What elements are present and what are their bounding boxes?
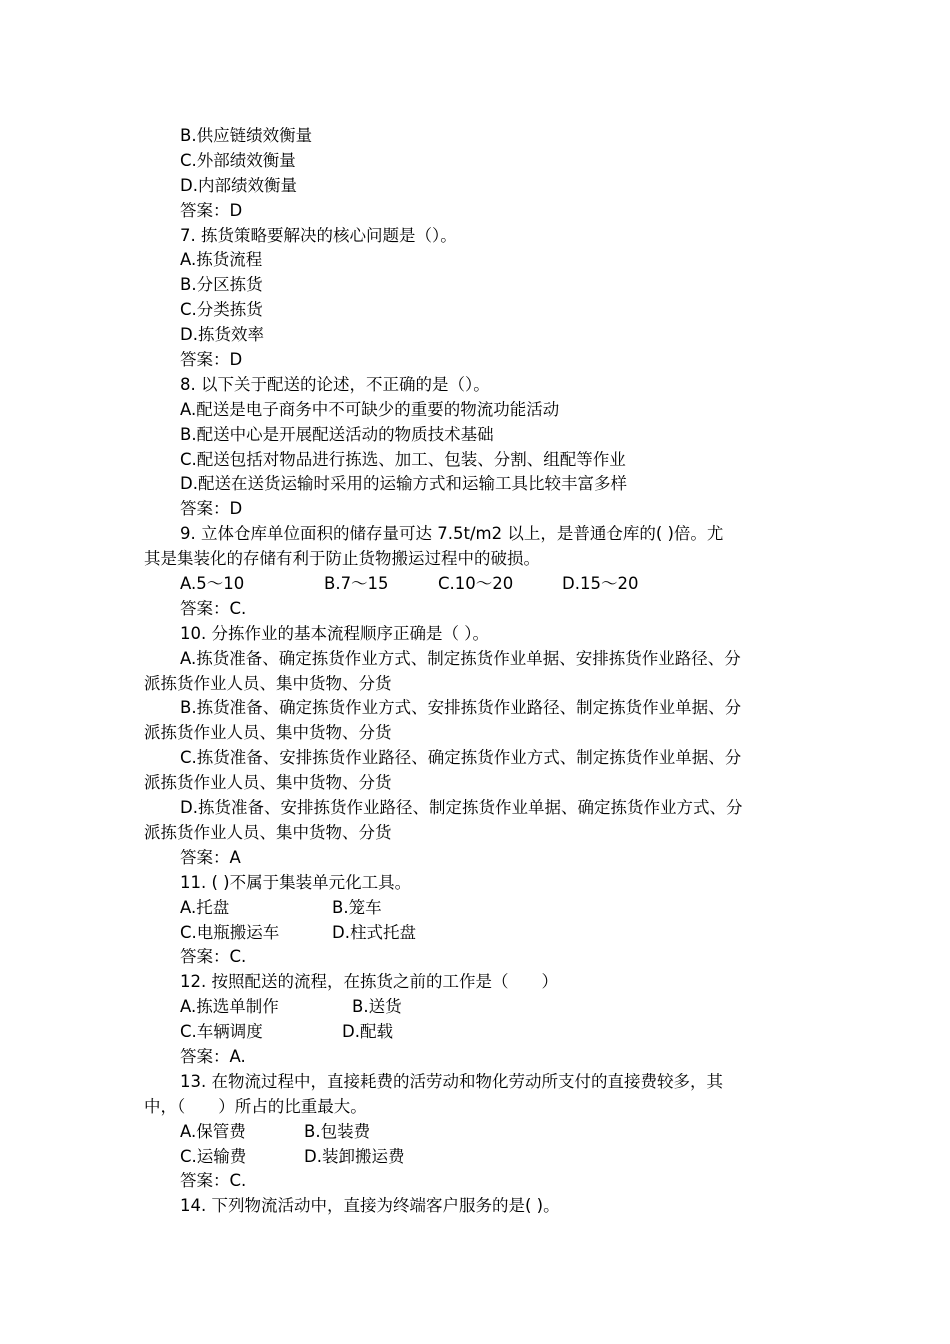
- option-b-q10-line-2: 派拣货作业人员、集中货物、分货: [144, 723, 392, 743]
- option-b-q7: B.分区拣货: [180, 275, 263, 295]
- option-d-q10-line-1: D.拣货准备、安排拣货作业路径、制定拣货作业单据、确定拣货作业方式、分: [180, 798, 743, 818]
- answer-q6: 答案：D: [180, 200, 243, 220]
- option-a-q8: A.配送是电子商务中不可缺少的重要的物流功能活动: [180, 399, 560, 419]
- option-b-q11: B.笼车: [332, 897, 382, 917]
- options-q13-row-2: [144, 1145, 950, 1170]
- question-11: 11. ( )不属于集装单元化工具。: [180, 872, 412, 892]
- option-a-q11: A.托盘: [180, 897, 230, 917]
- option-d-q8: D.配送在送货运输时采用的运输方式和运输工具比较丰富多样: [180, 474, 627, 494]
- option-b-q10-line-1: B.拣货准备、确定拣货作业方式、安排拣货作业路径、制定拣货作业单据、分: [180, 698, 742, 718]
- option-c-q11: C.电瓶搬运车: [180, 922, 280, 942]
- question-10: 10. 分拣作业的基本流程顺序正确是（ ）。: [180, 623, 489, 643]
- option-c-q10-line-2: 派拣货作业人员、集中货物、分货: [144, 773, 392, 793]
- answer-q11: 答案：C.: [180, 947, 247, 967]
- options-q11-row-1: [144, 896, 950, 921]
- option-d-q6: D.内部绩效衡量: [180, 175, 297, 195]
- question-9-line-1: 9. 立体仓库单位面积的储存量可达 7.5t/m2 以上，是普通仓库的( )倍。尤: [180, 524, 724, 544]
- option-c-q13: C.运输费: [180, 1146, 247, 1166]
- answer-q7: 答案：D: [180, 350, 243, 370]
- answer-q8: 答案：D: [180, 499, 243, 519]
- option-d-q11: D.柱式托盘: [332, 922, 416, 942]
- question-7: 7. 拣货策略要解决的核心问题是（）。: [180, 225, 457, 245]
- option-c-q6: C.外部绩效衡量: [180, 150, 296, 170]
- option-a-q9: A.5～10: [180, 574, 245, 594]
- option-d-q10-line-2: 派拣货作业人员、集中货物、分货: [144, 822, 392, 842]
- options-q11-row-2: [144, 921, 950, 946]
- answer-q9: 答案：C.: [180, 598, 247, 618]
- option-b-q9: B.7～15: [324, 574, 389, 594]
- question-13-line-2: 中，（ ）所占的比重最大。: [144, 1096, 367, 1116]
- answer-q12: 答案：A.: [180, 1046, 246, 1066]
- option-d-q12: D.配载: [342, 1022, 393, 1042]
- option-a-q10-line-2: 派拣货作业人员、集中货物、分货: [144, 673, 392, 693]
- question-13-line-1: 13. 在物流过程中，直接耗费的活劳动和物化劳动所支付的直接费较多，其: [180, 1071, 723, 1091]
- option-b-q12: B.送货: [352, 997, 402, 1017]
- options-q13-row-1: [144, 1120, 950, 1145]
- question-14: 14. 下列物流活动中，直接为终端客户服务的是( )。: [180, 1196, 560, 1216]
- question-12: 12. 按照配送的流程，在拣货之前的工作是（ ）: [180, 972, 558, 992]
- options-q12-row-1: [144, 995, 950, 1020]
- question-9-line-2: 其是集装化的存储有利于防止货物搬运过程中的破损。: [144, 549, 540, 569]
- option-c-q9: C.10～20: [438, 574, 514, 594]
- options-q9: [144, 572, 950, 597]
- option-c-q7: C.分类拣货: [180, 300, 263, 320]
- options-q12-row-2: [144, 1020, 950, 1045]
- option-a-q12: A.拣选单制作: [180, 997, 279, 1017]
- option-b-q8: B.配送中心是开展配送活动的物质技术基础: [180, 424, 494, 444]
- option-c-q8: C.配送包括对物品进行拣选、加工、包装、分割、组配等作业: [180, 449, 626, 469]
- option-d-q13: D.装卸搬运费: [304, 1146, 405, 1166]
- option-c-q12: C.车辆调度: [180, 1022, 263, 1042]
- option-a-q7: A.拣货流程: [180, 250, 263, 270]
- option-c-q10-line-1: C.拣货准备、安排拣货作业路径、确定拣货作业方式、制定拣货作业单据、分: [180, 748, 742, 768]
- option-a-q10-line-1: A.拣货准备、确定拣货作业方式、制定拣货作业单据、安排拣货作业路径、分: [180, 648, 741, 668]
- option-b-q6: B.供应链绩效衡量: [180, 126, 313, 145]
- question-8: 8. 以下关于配送的论述，不正确的是（）。: [180, 374, 490, 394]
- option-b-q13: B.包装费: [304, 1121, 371, 1141]
- answer-q10: 答案：A: [180, 847, 241, 867]
- option-a-q13: A.保管费: [180, 1121, 246, 1141]
- answer-q13: 答案：C.: [180, 1171, 247, 1191]
- option-d-q7: D.拣货效率: [180, 325, 264, 345]
- option-d-q9: D.15～20: [562, 574, 639, 594]
